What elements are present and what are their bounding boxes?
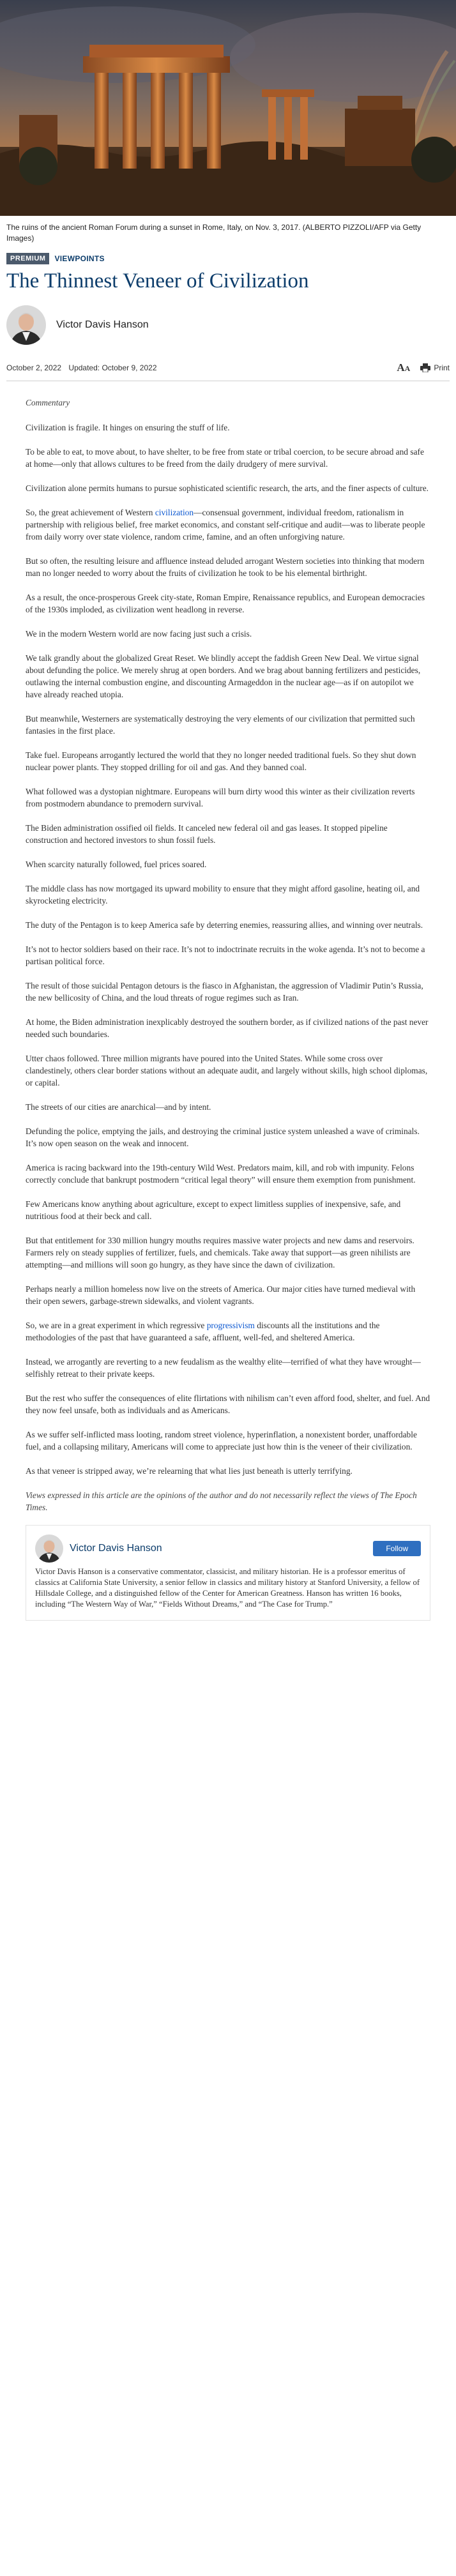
print-label: Print [434,363,450,372]
article-paragraph: What followed was a dystopian nightmare. Europeans will burn dirty wood this winter as their civilization reverts from postmodern abundance to premodern survival. [26,787,415,808]
article-paragraph: As that veneer is stripped away, we’re relearning that what lies just beneath is utterly terrifying. [26,1466,353,1476]
premium-badge: PREMIUM [6,253,49,264]
article-paragraph: The Biden administration ossified oil fields. It canceled new federal oil and gas leases. It stopped pipeline construction and hectored investors to shun fossil fuels. [26,823,388,845]
author-name[interactable]: Victor Davis Hanson [56,319,149,330]
article-paragraph: We in the modern Western world are now facing just such a crisis. [26,629,252,639]
article-paragraph: At home, the Biden administration inexplicably destroyed the southern border, as if civilized nations of the past never needed such boundaries. [26,1017,429,1039]
article-paragraph: Civilization alone permits humans to pursue sophisticated scientific research, the arts, and the finer aspects of culture. [26,483,429,493]
inline-link[interactable]: civilization [155,508,194,517]
article-paragraph: Few Americans know anything about agriculture, except to expect limitless supplies of inexpensive, safe, and nutritious food at their beck and call. [26,1199,401,1221]
article-paragraph: It’s not to hector soldiers based on their race. It’s not to indoctrinate recruits in the woke agenda. It’s not to become a partisan political force. [26,944,425,966]
hero-image [0,0,456,216]
bio-author-name[interactable]: Victor Davis Hanson [70,1543,162,1554]
article-paragraph: But that entitlement for 330 million hungry mouths requires massive water projects and new dams and reservoirs. Farmers rely on steady supplies of fertilizer, fuels, and chemicals. Take away that support—as green nihilists are attempting—and millions will soon go hungry, as they have since the dawn of civilization. [26,1236,414,1269]
article-paragraph: Civilization is fragile. It hinges on ensuring the stuff of life. [26,423,230,432]
article-paragraph: When scarcity naturally followed, fuel prices soared. [26,860,207,869]
printer-icon [420,363,430,372]
article-paragraph: Instead, we arrogantly are reverting to a new feudalism as the wealthy elite—terrified of what they have wrought—selfishly retreat to their private keeps. [26,1357,421,1379]
print-button[interactable] [420,363,450,372]
photo-caption: The ruins of the ancient Roman Forum during a sunset in Rome, Italy, on Nov. 3, 2017. (ALBERTO PIZZOLI/AFP via Getty Images) [6,223,422,243]
article-paragraph: Take fuel. Europeans arrogantly lectured the world that they no longer needed traditional fuels. So they shut down nuclear power plants. They stopped drilling for oil and gas. And they banned coal. [26,750,416,772]
paragraph-list [26,421,430,1477]
article-paragraph: To be able to eat, to move about, to have shelter, to be free from state or tribal coercion, to be secure abroad and safe at home—only that allows cultures to be freed from the daily drudgery of mere survival. [26,447,424,469]
article-paragraph: Perhaps nearly a million homeless now live on the streets of America. Our major cities have turned medieval with their open sewers, garbage-strewn sidewalks, and violent vagrants. [26,1284,416,1306]
article-meta [0,360,456,375]
author-bio-card [26,1525,430,1621]
roman-forum-photo [0,0,456,216]
bio-avatar[interactable] [35,1534,63,1563]
author-avatar[interactable] [6,305,46,345]
article-paragraph: The streets of our cities are anarchical—and by intent. [26,1102,211,1112]
article-paragraph: But the rest who suffer the consequences of elite flirtations with nihilism can’t even afford food, shelter, and fuel. And they now feel unsafe, both as individuals and as Americans. [26,1393,430,1415]
bio-text: Victor Davis Hanson is a conservative commentator, classicist, and military historian. He is a professor emeritus of classics at California State University, a senior fellow in classics and military history at Stanford University, a fellow of Hillsdale College, and a distinguished fellow of the Center for American Greatness. Hanson has written 16 books, including “The Western Way of War,” “Fields Without Dreams,” and “The Case for Trump.” [35,1567,420,1609]
font-size-button[interactable]: AA [397,361,411,374]
inline-link[interactable]: progressivism [206,1321,255,1330]
section-label[interactable]: VIEWPOINTS [54,254,105,263]
article-body [0,381,456,1513]
article-paragraph: The duty of the Pentagon is to keep America safe by deterring enemies, reassuring allies, and winning over neutrals. [26,920,423,930]
updated-date: Updated: October 9, 2022 [68,363,157,372]
article-paragraph: America is racing backward into the 19th-century Wild West. Predators maim, kill, and rob with impunity. Felons correctly conclude that bankrupt postmodern “critical legal theory” will ensure them exemption from punishment. [26,1163,416,1185]
article-tags [0,249,456,264]
bottom-spacer [0,1621,456,1636]
author-byline [0,303,456,347]
article-paragraph: But meanwhile, Westerners are systematically destroying the very elements of our civilization that permitted such fantasies in the first place. [26,714,415,736]
article-paragraph: As a result, the once-prosperous Greek city-state, Roman Empire, Renaissance republics, and European democracies of the 1930s imploded, as civilization went headlong in reverse. [26,593,425,614]
opinion-disclaimer: Views expressed in this article are the opinions of the author and do not necessarily reflect the views of The Epoch Times. [26,1490,417,1512]
commentary-label: Commentary [26,398,70,407]
article-paragraph: So, the great achievement of Western civilization—consensual government, individual freedom, rationalism in partnership with religious belief, free market economics, and constant self-critique and audit—was to liberate people from daily worry over state violence, random crime, famine, and an often unforgiving nature. [26,508,425,542]
article-paragraph: The middle class has now mortgaged its upward mobility to ensure that they might afford gasoline, heating oil, and skyrocketing electricity. [26,884,420,905]
article-paragraph: But so often, the resulting leisure and affluence instead deluded arrogant Western societies into thinking that modern man no longer needed to worry about the fruits of civilization he took to be his elemental birthright. [26,556,425,578]
article-paragraph: As we suffer self-inflicted mass looting, random street violence, hyperinflation, a nonexistent border, unaffordable fuel, and a collapsing military, Americans will come to appreciate just how thin is the veneer of their civilization. [26,1430,417,1451]
article-paragraph: So, we are in a great experiment in which regressive progressivism discounts all the institutions and the methodologies of the past that have guaranteed a safe, affluent, well-fed, and sheltered America. [26,1321,380,1342]
article-paragraph: Defunding the police, emptying the jails, and destroying the criminal justice system unleashed a wave of criminals. It’s now open season on the weak and innocent. [26,1126,420,1148]
article-paragraph: The result of those suicidal Pentagon detours is the fiasco in Afghanistan, the aggression of Vladimir Putin’s Russia, the new bellicosity of China, and the loud threats of rogue regimes such as Iran. [26,981,423,1003]
article-paragraph: Utter chaos followed. Three million migrants have poured into the United States. While some cross over clandestinely, others clear border stations without an adequate audit, and largely without skills, high school diplomas, or capital. [26,1054,428,1087]
publish-date: October 2, 2022 [6,363,62,372]
article-paragraph: We talk grandly about the globalized Great Reset. We blindly accept the faddish Green New Deal. We virtue signal about defunding the police. We merely shrug at open borders. And we brag about banning fertilizers and pesticides, outlawing the internal combustion engine, and discounting Armageddon in the nuclear age—as if on autopilot we have already reached utopia. [26,653,421,699]
follow-button[interactable]: Follow [373,1541,421,1556]
article-title: The Thinnest Veneer of Civilization [6,269,309,292]
